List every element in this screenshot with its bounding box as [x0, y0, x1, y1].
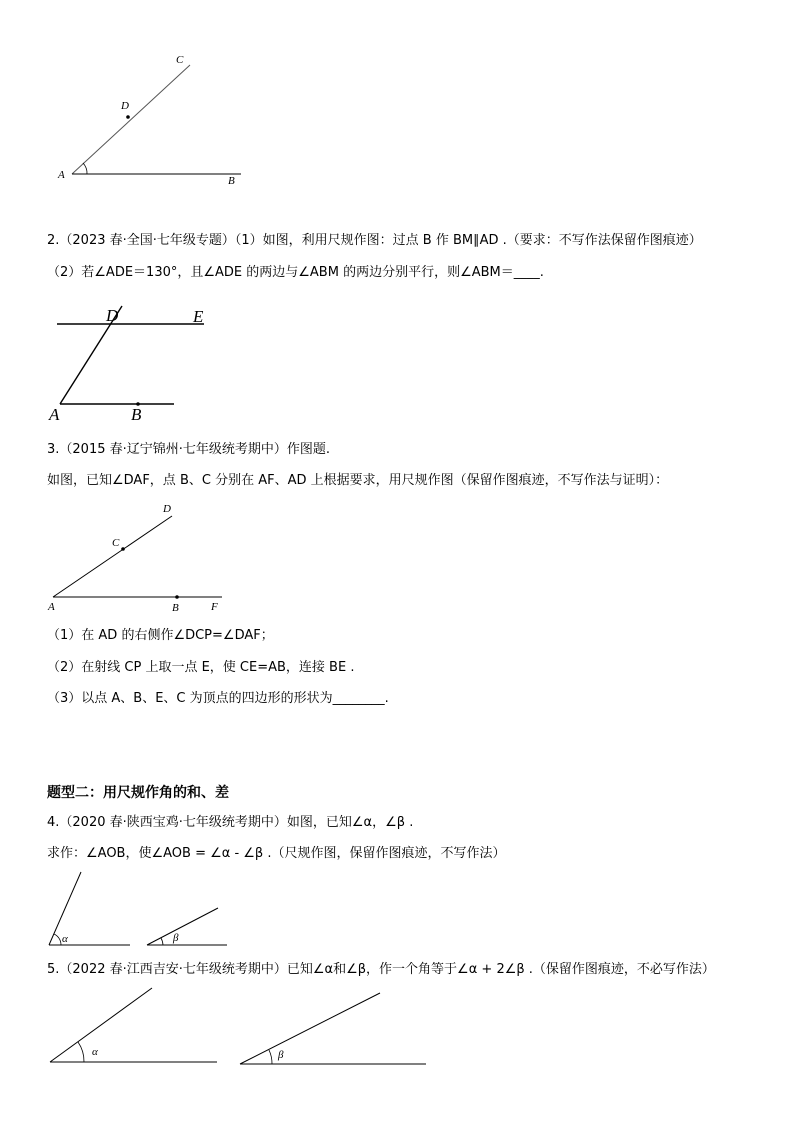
- label-c: C: [176, 54, 184, 66]
- q3-line1: 3.（2015 春·辽宁锦州·七年级统考期中）作图题.: [47, 442, 331, 457]
- label-alpha: α: [92, 1046, 98, 1058]
- q2-line2: （2）若∠ADE＝130°，且∠ADE 的两边与∠ABM 的两边分别平行，则∠ABM＝____.: [47, 265, 544, 280]
- q4-line2: 求作：∠AOB，使∠AOB = ∠α - ∠β .（尺规作图，保留作图痕迹，不写作法）: [47, 846, 506, 861]
- q3-line2: 如图，已知∠DAF，点 B、C 分别在 AF、AD 上根据要求，用尺规作图（保留作图痕迹，不写作法与证明）：: [47, 473, 669, 488]
- label-b: B: [228, 175, 235, 187]
- label-c: C: [112, 537, 120, 549]
- q2-line1: 2.（2023 春·全国·七年级专题）（1）如图，利用尺规作图：过点 B 作 BM∥AD .（要求：不写作法保留作图痕迹）: [47, 233, 702, 248]
- section-heading: 题型二：用尺规作角的和、差: [47, 785, 229, 801]
- label-e: E: [193, 307, 204, 326]
- label-alpha: α: [62, 933, 68, 945]
- q4-line1: 4.（2020 春·陕西宝鸡·七年级统考期中）如图，已知∠α，∠β .: [47, 815, 414, 830]
- label-b: B: [131, 405, 142, 424]
- q3-sub2: （2）在射线 CP 上取一点 E，使 CE=AB，连接 BE .: [47, 660, 355, 675]
- label-beta: β: [278, 1049, 284, 1061]
- label-a: A: [49, 405, 60, 424]
- q5-line1: 5.（2022 春·江西吉安·七年级统考期中）已知∠α和∠β，作一个角等于∠α + 2∠β .（保留作图痕迹，不必写作法）: [47, 962, 715, 977]
- label-a: A: [48, 601, 55, 613]
- label-a: A: [58, 169, 65, 181]
- q3-sub1: （1）在 AD 的右侧作∠DCP=∠DAF；: [47, 628, 274, 643]
- label-beta: β: [173, 932, 179, 944]
- label-d: D: [106, 306, 119, 325]
- label-d: D: [163, 503, 171, 515]
- label-b: B: [172, 602, 179, 614]
- label-d: D: [121, 100, 129, 112]
- label-f: F: [211, 601, 218, 613]
- q3-sub3: （3）以点 A、B、E、C 为顶点的四边形的形状为________.: [47, 691, 389, 706]
